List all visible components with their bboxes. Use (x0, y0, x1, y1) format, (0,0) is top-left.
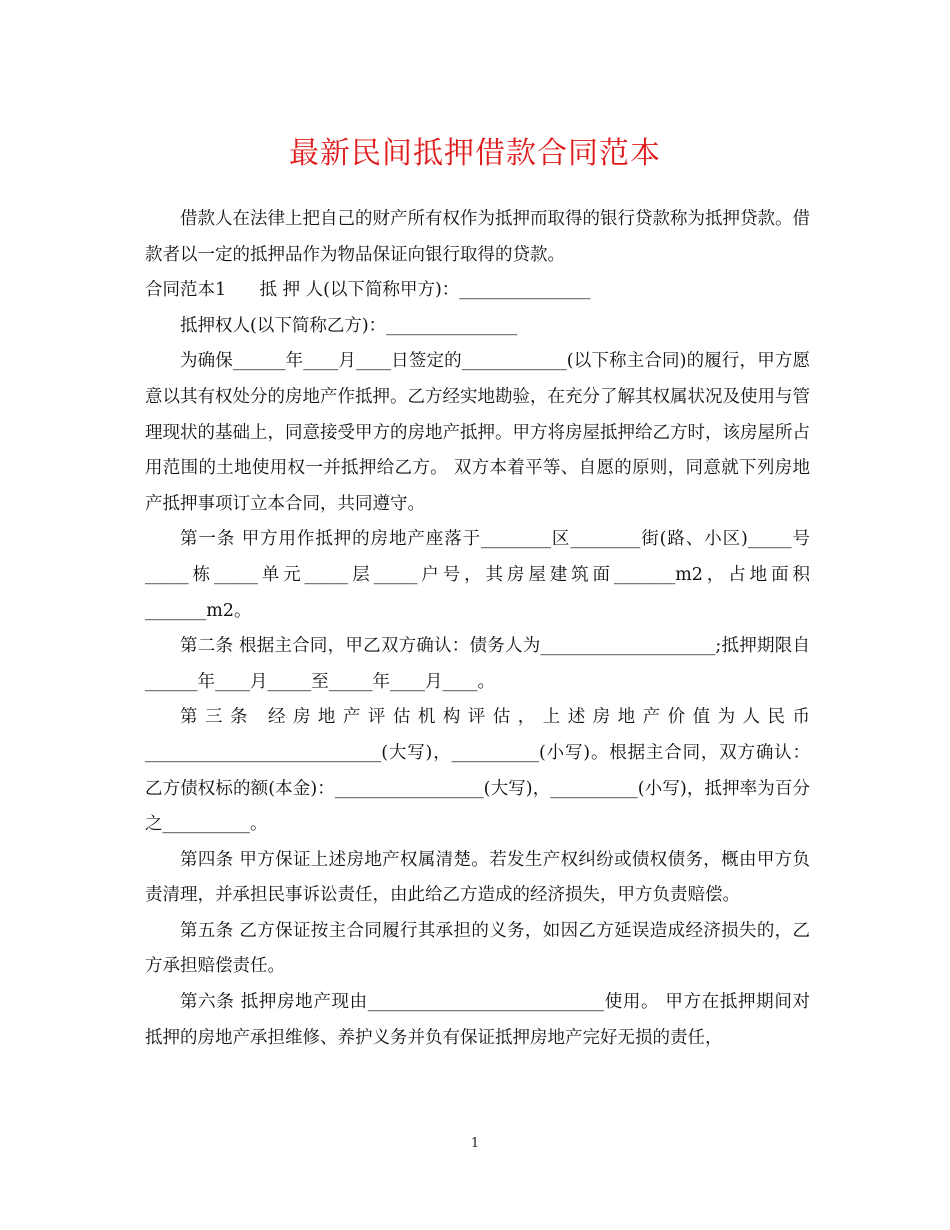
paragraph-mortgagor: 合同范本1 抵 押 人(以下简称甲方)：_______________ (145, 280, 591, 301)
paragraph-article-5: 第五条 乙方保证按主合同履行其承担的义务，如因乙方延误造成经济损失的，乙方承担赔偿责任。 (145, 920, 810, 977)
paragraph-intro: 借款人在法律上把自己的财产所有权作为抵押而取得的银行贷款称为抵押贷款。借款者以一定的抵押品作为物品保证向银行取得的贷款。 (145, 209, 810, 265)
paragraph-article-4: 第四条 甲方保证上述房地产权属清楚。若发生产权纠纷或债权债务，概由甲方负责清理，并承担民事诉讼责任，由此给乙方造成的经济损失，甲方负责赔偿。 (145, 849, 810, 906)
paragraph-article-3: 第三条 经房地产评估机构评估，上述房地产价值为人民币___________________________(大写)，__________(小写)。根据主合同，双方确认：乙方债权标的额(本金)：_________________(大写)，__________(小写)，抵押率为百分之__________。 (145, 707, 810, 835)
paragraph-preamble: 为确保______年____月____日签定的____________(以下称主合同)的履行，甲方愿意以其有权处分的房地产作抵押。乙方经实地勘验，在充分了解其权属状况及使用与管理现状的基础上，同意接受甲方的房地产抵押。甲方将房屋抵押给乙方时，该房屋所占用范围的土地使用权一并抵押给乙方。 双方本着平等、自愿的原则，同意就下列房地产抵押事项订立本合同，共同遵守。 (145, 351, 810, 514)
document-body (145, 202, 810, 1056)
paragraph-article-2: 第二条 根据主合同，甲乙双方确认：债务人为____________________;抵押期限自______年____月_____至_____年____月____。 (145, 636, 810, 692)
paragraph-article-1: 第一条 甲方用作抵押的房地产座落于________区________街(路、小区)_____号_____栋_____单元_____层_____户号，其房屋建筑面_______m2，占地面积_______m2。 (145, 529, 810, 621)
document-title: 最新民间抵押借款合同范本 (289, 136, 661, 171)
page-number: 1 (470, 1136, 480, 1151)
paragraph-article-6: 第六条 抵押房地产现由___________________________使用。 甲方在抵押期间对抵押的房地产承担维修、养护义务并负有保证抵押房地产完好无损的责任， (145, 992, 810, 1048)
paragraph-mortgagee: 抵押权人(以下简称乙方)：_______________ (180, 315, 518, 336)
